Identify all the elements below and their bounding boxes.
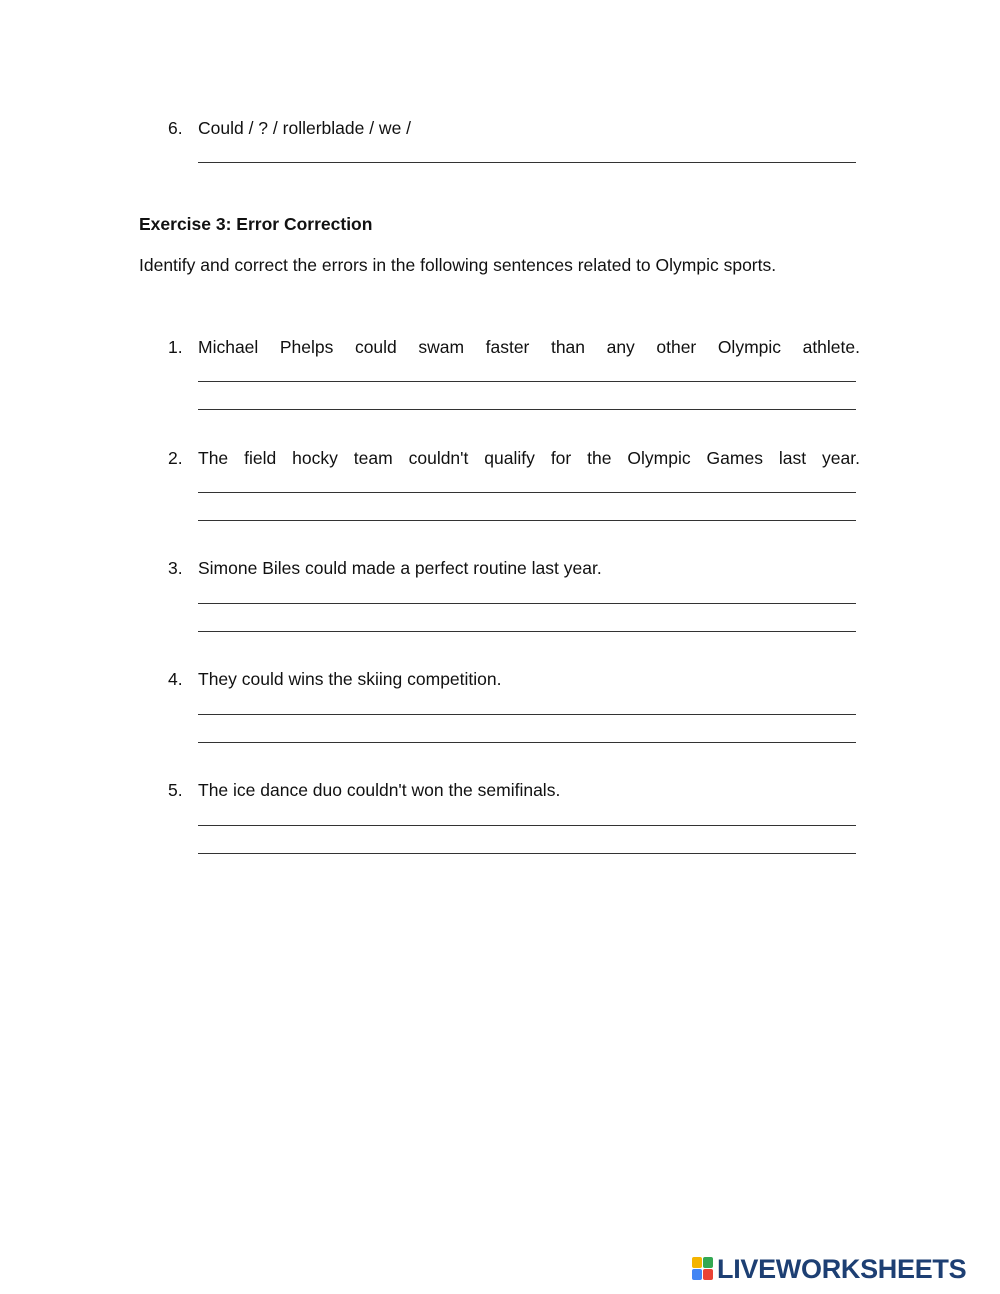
answer-line-prev-6[interactable]	[198, 162, 856, 163]
answer-line-2b[interactable]	[198, 520, 856, 521]
answer-line-5a[interactable]	[198, 825, 856, 826]
item-text: Could / ? / rollerblade / we /	[198, 118, 412, 138]
item-number: 2.	[168, 448, 183, 468]
item-text: Michael Phelps could swam faster than any other Olympic athlete.	[198, 337, 860, 357]
answer-line-1b[interactable]	[198, 409, 856, 410]
item-text: The field hocky team couldn't qualify for the Olympic Games last year.	[198, 448, 860, 468]
item-number: 5.	[168, 780, 183, 800]
answer-line-3a[interactable]	[198, 603, 856, 604]
item-number: 1.	[168, 337, 183, 357]
liveworksheets-logo-icon	[692, 1257, 714, 1281]
exercise-3-heading: Exercise 3: Error Correction	[139, 214, 373, 234]
answer-line-5b[interactable]	[198, 853, 856, 854]
liveworksheets-logo[interactable]	[692, 1253, 966, 1285]
answer-line-4b[interactable]	[198, 742, 856, 743]
answer-line-1a[interactable]	[198, 381, 856, 382]
item-number: 4.	[168, 669, 183, 689]
item-text: They could wins the skiing competition.	[198, 669, 502, 689]
item-text: Simone Biles could made a perfect routine last year.	[198, 558, 602, 578]
item-text: The ice dance duo couldn't won the semifinals.	[198, 780, 561, 800]
answer-line-2a[interactable]	[198, 492, 856, 493]
answer-line-3b[interactable]	[198, 631, 856, 632]
item-number: 3.	[168, 558, 183, 578]
logo-text: LIVEWORKSHEETS	[717, 1254, 967, 1284]
item-number: 6.	[168, 118, 183, 138]
exercise-3-instructions: Identify and correct the errors in the following sentences related to Olympic sports.	[139, 255, 777, 275]
answer-line-4a[interactable]	[198, 714, 856, 715]
